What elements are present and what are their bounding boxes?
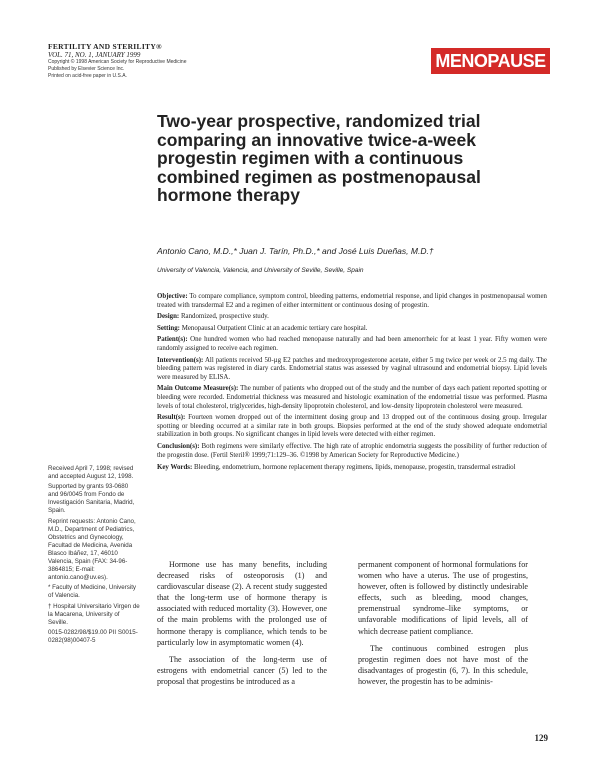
abstract-results	[157, 414, 547, 440]
body-column-1	[157, 559, 327, 693]
patients-label: Patient(s):	[157, 336, 188, 344]
keywords-text: Bleeding, endometrium, hormone replacement therapy regimens, lipids, menopause, progestin, transdermal estradiol	[194, 464, 516, 472]
reprints-note: Reprint requests: Antonio Cano, M.D., Department of Pediatrics, Obstetrics and Gynecology, Facultad de Medicina, Avenida Blasco Ibáñez, 17, 46010 Valencia, Spain (FAX: 34-96-3864815; E-mail: antonio.cano@uv.es).	[48, 517, 136, 582]
objective-text: To compare compliance, symptom control, bleeding patterns, endometrial response, and lipid changes in postmenopausal women treated with transdermal E2 and a regimen of either intermittent or continuous dosing of progestin.	[157, 293, 547, 309]
body-paragraph: permanent component of hormonal formulations for women who have a uterus. The use of progestins, however, often is followed by distinctly undesirable effects, such as bleeding, mood changes, premenstrual syndrome–like symptoms, or unfavorable modifications of lipid levels, all of which decrease patient compliance.	[358, 560, 528, 636]
patients-text: One hundred women who had reached menopause naturally and had been amenorrheic for at least 1 year. Fifty women were randomly assigned to receive each regimen.	[157, 336, 547, 352]
abstract-conclusions	[157, 443, 547, 460]
results-text: Fourteen women dropped out of the intermittent dosing group and 13 dropped out of the continuous dosing group. Irregular spotting or bleeding occurred at a similar rate in both groups. Biopsies performed at the end of the study showed adequate endometrial stabilization in both groups. No significant changes in lipid levels were detected with either regimen.	[157, 414, 547, 439]
journal-name: FERTILITY AND STERILITY®	[48, 42, 162, 51]
setting-label: Setting:	[157, 324, 180, 332]
abstract-interventions	[157, 357, 547, 383]
affiliation: University of Valencia, Valencia, and University of Seville, Seville, Spain	[157, 267, 364, 274]
keywords-label: Key Words:	[157, 464, 193, 472]
design-label: Design:	[157, 313, 180, 321]
objective-label: Objective:	[157, 293, 188, 300]
sidebar-notes	[48, 465, 140, 647]
authors: Antonio Cano, M.D.,* Juan J. Tarín, Ph.D.,* and José Luis Dueñas, M.D.†	[157, 246, 434, 256]
outcome-text: The number of patients who dropped out of the study and the number of days each patient reported spotting or bleeding were recorded. Endometrial thickness was measured and histologic examination of the endometrial tissue was performed. Plasma levels of total cholesterol, triglycerides, high-density lipoprotein cholesterol, and low-density lipoprotein cholesterol were measured.	[157, 385, 547, 410]
design-text: Randomized, prospective study.	[180, 313, 269, 321]
body-column-2	[358, 559, 528, 693]
abstract-keywords	[157, 464, 547, 473]
outcome-label: Main Outcome Measure(s):	[157, 385, 239, 393]
affiliation-note-1: * Faculty of Medicine, University of Valencia.	[48, 584, 137, 600]
journal-header	[48, 42, 248, 80]
page-number: 129	[534, 733, 548, 743]
copyright-line: Copyright © 1998 American Society for Reproductive Medicine	[48, 59, 187, 65]
body-paragraph: The association of the long-term use of estrogens with endometrial cancer (5) led to the proposal that progestins be introduced as a	[157, 654, 327, 686]
pii-note: 0015-0282/98/$19.00 PII S0015-0282(98)00407-5	[48, 628, 138, 644]
abstract-setting	[157, 325, 547, 334]
body-paragraph: The continuous combined estrogen plus progestin regimen does not have most of the disadvantages of progestin (6, 7). In this schedule, however, the progestin has to be adminis-	[358, 643, 528, 686]
results-label: Result(s):	[157, 414, 186, 422]
setting-text: Menopausal Outpatient Clinic at an academic tertiary care hospital.	[181, 324, 368, 332]
printed-line: Printed on acid-free paper in U.S.A.	[48, 73, 127, 79]
abstract-outcome	[157, 385, 547, 411]
abstract	[157, 293, 547, 476]
abstract-objective	[157, 293, 547, 310]
body-paragraph: Hormone use has many benefits, including decreased risks of osteoporosis (1) and cardiovascular disease (2). A recent study suggested that the long-term use of hormone therapy is associated with reduced mortality (3). However, one of the main problems with the prolonged use of hormone therapy is compliance, which tends to be particularly low in asymptomatic women (4).	[157, 560, 327, 647]
conclusions-label: Conclusion(s):	[157, 442, 200, 450]
affiliation-note-2: † Hospital Universitario Virgen de la Macarena, University of Seville.	[48, 602, 140, 626]
publisher-line: Published by Elsevier Science Inc.	[48, 66, 125, 72]
abstract-design	[157, 313, 547, 322]
received-note: Received April 7, 1998; revised and accepted August 12, 1998.	[48, 465, 134, 481]
interventions-label: Intervention(s):	[157, 356, 204, 364]
interventions-text: All patients received 50-µg E2 patches and medroxyprogesterone acetate, either 5 mg twice per week or 2.5 mg daily. The bleeding pattern was registered in diary cards. Endometrial status was assessed by vaginal ultrasound and endometrial biopsy. Lipid levels were measured by ELISA.	[157, 356, 547, 381]
journal-volume: VOL. 71, NO. 1, JANUARY 1999	[48, 51, 141, 59]
support-note: Supported by grants 93-0680 and 96/0045 from Fondo de Investigación Sanitaria, Madrid, Spain.	[48, 483, 135, 515]
article-title: Two-year prospective, randomized trial comparing an innovative twice-a-week progestin regimen with a continuous combined regimen as postmenopausal hormone therapy	[157, 111, 481, 205]
abstract-patients	[157, 336, 547, 353]
conclusions-text: Both regimens were similarly effective. The high rate of atrophic endometria suggests the possibility of further reduction of the progestin dose. (Fertil Steril® 1999;71:129–36. ©1998 by American Society for Reproductive Medicine.)	[157, 442, 547, 459]
section-tag: MENOPAUSE	[431, 48, 550, 74]
